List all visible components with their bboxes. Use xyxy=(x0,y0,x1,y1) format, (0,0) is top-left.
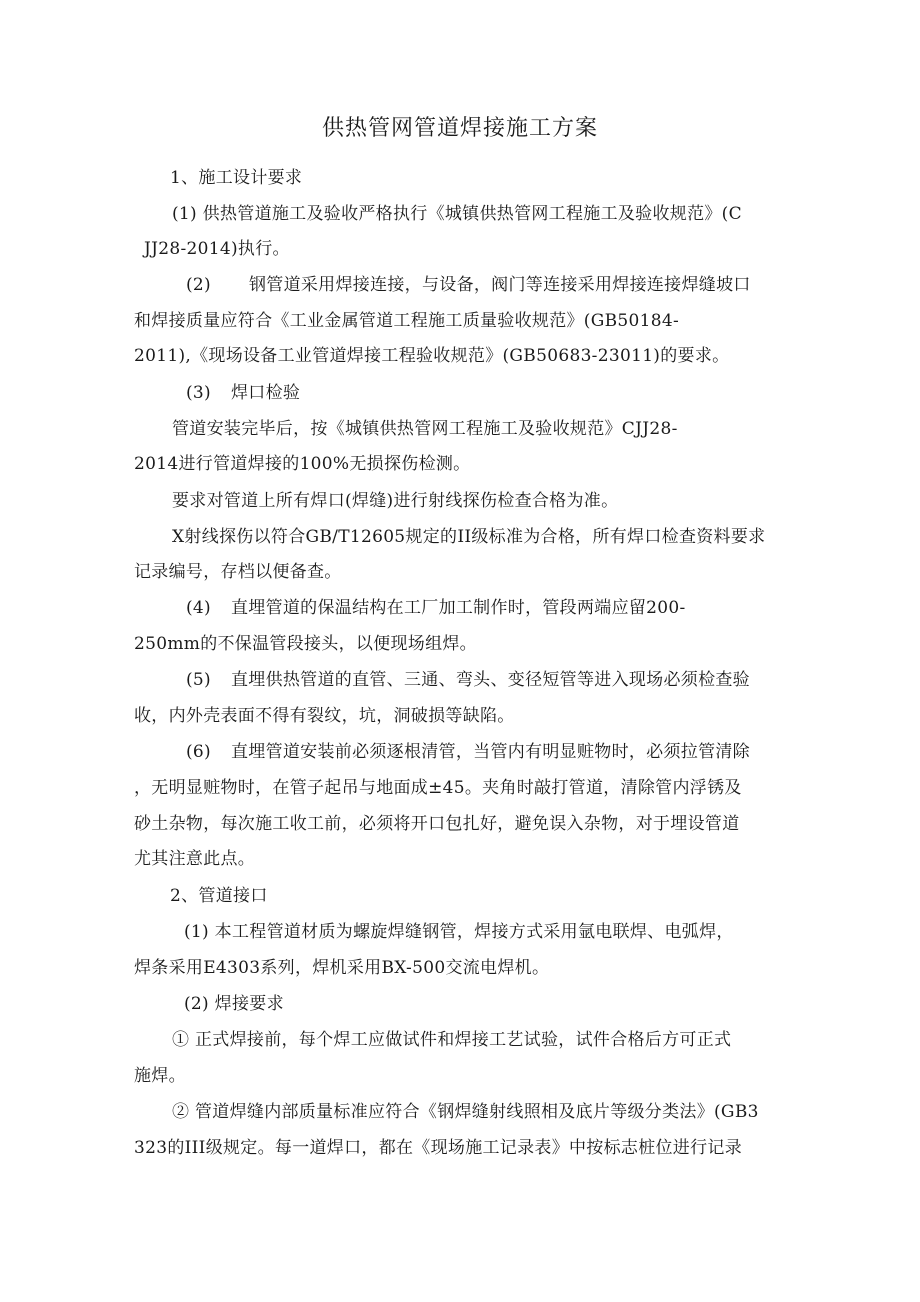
paragraph-line: 尤其注意此点。 xyxy=(134,849,256,869)
paragraph-line: 记录编号，存档以便备查。 xyxy=(134,562,342,582)
paragraph-line xyxy=(186,741,750,763)
paragraph-line: 焊条采用E4303系列，焊机采用BX-500交流电焊机。 xyxy=(134,958,550,978)
paragraph-line: 250mm的不保温管段接头，以便现场组焊。 xyxy=(134,634,477,654)
item-text: 直埋供热管道的直管、三通、弯头、变径短管等进入现场必须检查验 xyxy=(230,670,750,690)
paragraph-line: 2014进行管道焊接的100%无损探伤检测。 xyxy=(134,454,471,474)
paragraph-line xyxy=(186,597,686,619)
paragraph-line xyxy=(186,382,300,404)
paragraph-line: 施焊。 xyxy=(134,1066,186,1086)
item-number: (6) xyxy=(186,742,211,762)
item-text: 直埋管道安装前必须逐根清管，当管内有明显赃物时，必须拉管清除 xyxy=(230,742,750,762)
item-number: (5) xyxy=(186,670,211,690)
page-title: 供热管网管道焊接施工方案 xyxy=(321,116,598,141)
paragraph-line xyxy=(186,274,751,296)
paragraph-line: 2011),《现场设备工业管道焊接工程验收规范》(GB50683-23011)的要求。 xyxy=(134,346,730,366)
section-heading-1: 1、施工设计要求 xyxy=(170,168,303,188)
paragraph-line: (1) 供热管道施工及验收严格执行《城镇供热管网工程施工及验收规范》(C xyxy=(172,204,742,224)
paragraph-line: JJ28-2014)执行。 xyxy=(144,239,290,259)
paragraph-line: X射线探伤以符合GB/T12605规定的II级标准为合格，所有焊口检查资料要求 xyxy=(172,527,766,547)
paragraph-line: 323的III级规定。每一道焊口，都在《现场施工记录表》中按标志桩位进行记录 xyxy=(134,1138,742,1158)
paragraph-line: 收，内外壳表面不得有裂纹，坑，洞破损等缺陷。 xyxy=(134,706,515,726)
paragraph-line: ，无明显赃物时，在管子起吊与地面成±45。夹角时敲打管道，清除管内浮锈及 xyxy=(134,778,742,798)
item-text: 直埋管道的保温结构在工厂加工制作时，管段两端应留200- xyxy=(230,598,686,618)
item-number: (4) xyxy=(186,598,211,618)
paragraph-line: ② 管道焊缝内部质量标准应符合《钢焊缝射线照相及底片等级分类法》(GB3 xyxy=(172,1102,759,1122)
section-heading-2: 2、管道接口 xyxy=(170,886,268,906)
subheading: (2) 焊接要求 xyxy=(184,994,284,1014)
paragraph-line: 和焊接质量应符合《工业金属管道工程施工质量验收规范》(GB50184- xyxy=(134,311,680,331)
paragraph-line: ① 正式焊接前，每个焊工应做试件和焊接工艺试验，试件合格后方可正式 xyxy=(172,1030,732,1050)
paragraph-line: 要求对管道上所有焊口(焊缝)进行射线探伤检查合格为准。 xyxy=(172,491,619,511)
item-text: 焊口检验 xyxy=(230,383,301,403)
paragraph-line: 管道安装完毕后，按《城镇供热管网工程施工及验收规范》CJJ28- xyxy=(172,419,678,439)
paragraph-line: (1) 本工程管道材质为螺旋焊缝钢管，焊接方式采用氩电联焊、电弧焊， xyxy=(184,922,734,942)
item-number: (2) xyxy=(186,275,211,295)
paragraph-line xyxy=(186,669,750,691)
paragraph-line: 砂土杂物，每次施工收工前，必须将开口包扎好，避免误入杂物，对于埋设管道 xyxy=(134,814,740,834)
item-text: 钢管道采用焊接连接，与设备，阀门等连接采用焊接连接焊缝坡口 xyxy=(248,275,751,295)
item-number: (3) xyxy=(186,383,211,403)
